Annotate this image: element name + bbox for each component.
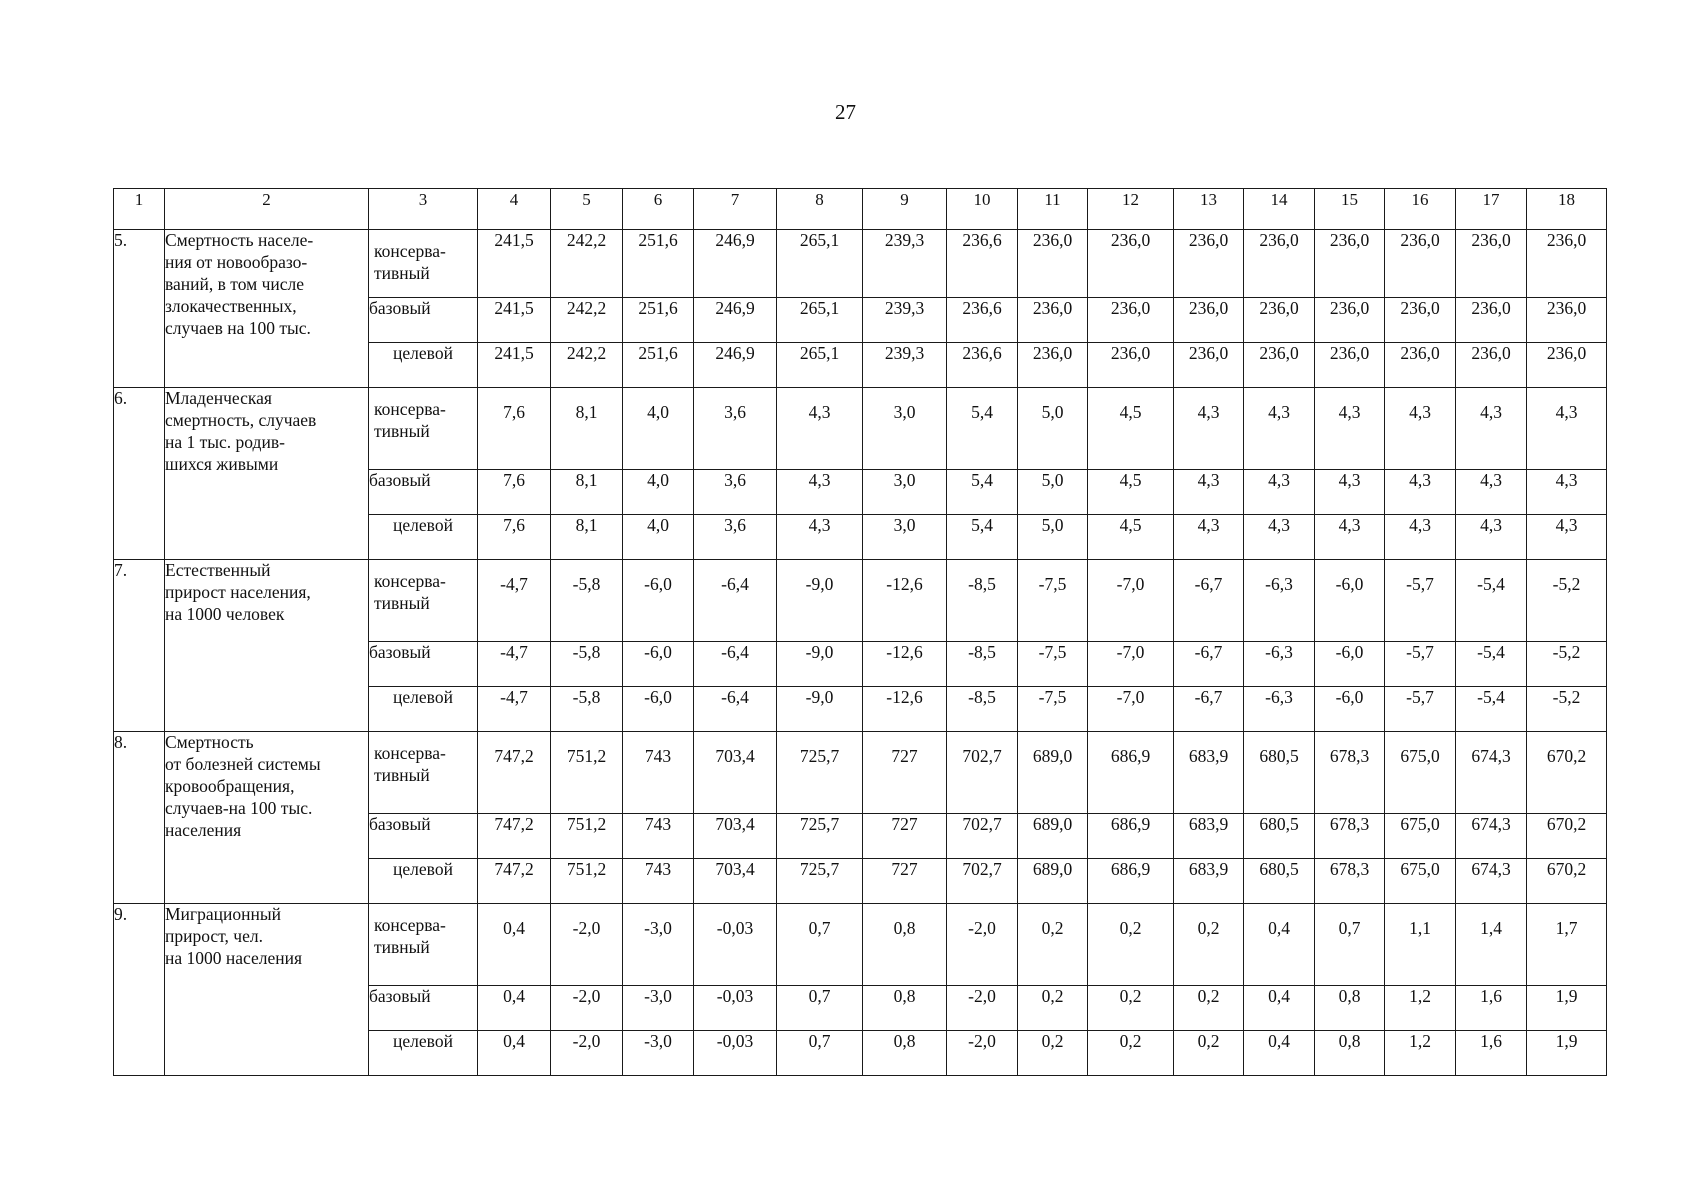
header-col-17: 17	[1456, 189, 1527, 230]
value-cell: 4,3	[1456, 388, 1527, 470]
table-row	[114, 230, 1607, 298]
value-cell: 1,7	[1527, 904, 1607, 986]
header-col-18: 18	[1527, 189, 1607, 230]
row-number: 9.	[114, 904, 165, 1076]
indicator-name: Младенческая смертность, случаев на 1 тыс. родив- шихся живыми	[165, 388, 369, 560]
value-cell: 1,9	[1527, 986, 1607, 1031]
value-cell: 236,0	[1456, 230, 1527, 298]
value-cell: 242,2	[551, 230, 623, 298]
value-cell: 0,4	[478, 1031, 551, 1076]
value-cell: 0,8	[1315, 986, 1385, 1031]
value-cell: 241,5	[478, 230, 551, 298]
value-cell: 0,4	[478, 986, 551, 1031]
scenario-label: консерва- тивный	[369, 388, 478, 470]
value-cell: 683,9	[1174, 859, 1244, 904]
value-cell: -9,0	[777, 687, 863, 732]
value-cell: 251,6	[623, 298, 694, 343]
table-row	[114, 904, 1607, 986]
header-col-4: 4	[478, 189, 551, 230]
value-cell: 242,2	[551, 298, 623, 343]
value-cell: 4,3	[1527, 515, 1607, 560]
value-cell: 236,0	[1174, 343, 1244, 388]
value-cell: 236,0	[1456, 298, 1527, 343]
scenario-label: базовый	[369, 814, 478, 859]
indicator-name: Миграционный прирост, чел. на 1000 населения	[165, 904, 369, 1076]
scenario-label: консерва- тивный	[369, 230, 478, 298]
value-cell: -0,03	[694, 904, 777, 986]
scenario-label: консерва- тивный	[369, 732, 478, 814]
value-cell: -5,4	[1456, 560, 1527, 642]
value-cell: 703,4	[694, 732, 777, 814]
value-cell: 1,6	[1456, 986, 1527, 1031]
indicator-name: Естественный прирост населения, на 1000 человек	[165, 560, 369, 732]
value-cell: 7,6	[478, 470, 551, 515]
value-cell: 747,2	[478, 859, 551, 904]
value-cell: 727	[863, 859, 947, 904]
scenario-label: базовый	[369, 470, 478, 515]
header-col-2: 2	[165, 189, 369, 230]
value-cell: 689,0	[1018, 859, 1088, 904]
value-cell: 4,3	[1315, 515, 1385, 560]
value-cell: -2,0	[551, 904, 623, 986]
value-cell: 241,5	[478, 298, 551, 343]
header-col-10: 10	[947, 189, 1018, 230]
value-cell: 4,0	[623, 470, 694, 515]
value-cell: 236,0	[1244, 343, 1315, 388]
value-cell: -3,0	[623, 1031, 694, 1076]
value-cell: 0,2	[1088, 904, 1174, 986]
value-cell: 242,2	[551, 343, 623, 388]
value-cell: 0,8	[863, 986, 947, 1031]
value-cell: -6,7	[1174, 642, 1244, 687]
value-cell: 236,0	[1385, 343, 1456, 388]
value-cell: -5,7	[1385, 687, 1456, 732]
value-cell: -7,0	[1088, 560, 1174, 642]
value-cell: -6,0	[623, 642, 694, 687]
value-cell: 4,3	[1527, 470, 1607, 515]
indicator-name: Смертность населе- ния от новообразо- ваний, в том числе злокачественных, случаев на 100 тыс.	[165, 230, 369, 388]
value-cell: 236,6	[947, 230, 1018, 298]
value-cell: 4,0	[623, 388, 694, 470]
value-cell: 0,8	[863, 904, 947, 986]
value-cell: 678,3	[1315, 814, 1385, 859]
value-cell: 236,0	[1018, 298, 1088, 343]
header-col-13: 13	[1174, 189, 1244, 230]
table-row	[114, 732, 1607, 814]
value-cell: -6,0	[1315, 687, 1385, 732]
scenario-label: базовый	[369, 642, 478, 687]
header-col-3: 3	[369, 189, 478, 230]
value-cell: -5,2	[1527, 560, 1607, 642]
value-cell: 5,4	[947, 515, 1018, 560]
value-cell: 236,0	[1315, 230, 1385, 298]
value-cell: 4,3	[777, 470, 863, 515]
value-cell: 3,0	[863, 388, 947, 470]
value-cell: 236,0	[1315, 343, 1385, 388]
value-cell: -5,4	[1456, 687, 1527, 732]
header-col-1: 1	[114, 189, 165, 230]
value-cell: 4,3	[1174, 515, 1244, 560]
value-cell: 5,4	[947, 470, 1018, 515]
value-cell: -12,6	[863, 642, 947, 687]
value-cell: 4,3	[1174, 388, 1244, 470]
value-cell: -5,4	[1456, 642, 1527, 687]
value-cell: 747,2	[478, 732, 551, 814]
value-cell: 683,9	[1174, 732, 1244, 814]
value-cell: -4,7	[478, 560, 551, 642]
value-cell: 236,6	[947, 298, 1018, 343]
value-cell: 743	[623, 814, 694, 859]
value-cell: 674,3	[1456, 859, 1527, 904]
value-cell: 0,7	[1315, 904, 1385, 986]
value-cell: 3,0	[863, 470, 947, 515]
header-col-15: 15	[1315, 189, 1385, 230]
value-cell: 678,3	[1315, 732, 1385, 814]
value-cell: 4,5	[1088, 470, 1174, 515]
value-cell: 0,4	[478, 904, 551, 986]
value-cell: 674,3	[1456, 732, 1527, 814]
value-cell: 265,1	[777, 298, 863, 343]
indicator-name: Смертность от болезней системы кровообращения, случаев-на 100 тыс. населения	[165, 732, 369, 904]
value-cell: 1,1	[1385, 904, 1456, 986]
value-cell: -9,0	[777, 560, 863, 642]
value-cell: 0,2	[1174, 1031, 1244, 1076]
value-cell: 0,2	[1174, 986, 1244, 1031]
value-cell: 5,4	[947, 388, 1018, 470]
value-cell: -3,0	[623, 904, 694, 986]
value-cell: 236,0	[1018, 343, 1088, 388]
value-cell: 689,0	[1018, 732, 1088, 814]
header-row	[114, 189, 1607, 230]
value-cell: -8,5	[947, 560, 1018, 642]
value-cell: -5,8	[551, 642, 623, 687]
scenario-label: базовый	[369, 298, 478, 343]
value-cell: -0,03	[694, 1031, 777, 1076]
value-cell: 675,0	[1385, 859, 1456, 904]
value-cell: 4,3	[1527, 388, 1607, 470]
value-cell: 703,4	[694, 814, 777, 859]
value-cell: -12,6	[863, 560, 947, 642]
value-cell: 683,9	[1174, 814, 1244, 859]
value-cell: 675,0	[1385, 814, 1456, 859]
value-cell: 4,3	[1315, 388, 1385, 470]
value-cell: 4,5	[1088, 388, 1174, 470]
value-cell: -7,0	[1088, 687, 1174, 732]
value-cell: 4,3	[1456, 470, 1527, 515]
value-cell: -5,8	[551, 687, 623, 732]
value-cell: 5,0	[1018, 388, 1088, 470]
value-cell: 0,7	[777, 986, 863, 1031]
value-cell: 727	[863, 814, 947, 859]
value-cell: 0,2	[1018, 986, 1088, 1031]
value-cell: 743	[623, 732, 694, 814]
value-cell: 4,3	[777, 388, 863, 470]
value-cell: 678,3	[1315, 859, 1385, 904]
value-cell: 236,0	[1088, 343, 1174, 388]
value-cell: -5,7	[1385, 642, 1456, 687]
value-cell: 236,0	[1385, 230, 1456, 298]
value-cell: -6,0	[623, 687, 694, 732]
header-col-6: 6	[623, 189, 694, 230]
value-cell: 3,6	[694, 388, 777, 470]
value-cell: 4,3	[1244, 515, 1315, 560]
header-col-14: 14	[1244, 189, 1315, 230]
table-row	[114, 560, 1607, 642]
value-cell: 4,3	[1244, 388, 1315, 470]
scenario-label: консерва- тивный	[369, 904, 478, 986]
row-number: 6.	[114, 388, 165, 560]
value-cell: -6,3	[1244, 687, 1315, 732]
value-cell: 246,9	[694, 298, 777, 343]
value-cell: 239,3	[863, 230, 947, 298]
value-cell: -6,4	[694, 687, 777, 732]
value-cell: -7,0	[1088, 642, 1174, 687]
header-col-9: 9	[863, 189, 947, 230]
value-cell: 239,3	[863, 298, 947, 343]
value-cell: 702,7	[947, 814, 1018, 859]
value-cell: 4,0	[623, 515, 694, 560]
value-cell: 236,0	[1018, 230, 1088, 298]
value-cell: 246,9	[694, 230, 777, 298]
value-cell: 3,6	[694, 470, 777, 515]
value-cell: 8,1	[551, 470, 623, 515]
value-cell: 743	[623, 859, 694, 904]
value-cell: 4,3	[1315, 470, 1385, 515]
value-cell: 4,5	[1088, 515, 1174, 560]
value-cell: -7,5	[1018, 642, 1088, 687]
value-cell: 751,2	[551, 732, 623, 814]
value-cell: -6,3	[1244, 642, 1315, 687]
header-col-8: 8	[777, 189, 863, 230]
value-cell: 236,0	[1527, 343, 1607, 388]
value-cell: 1,6	[1456, 1031, 1527, 1076]
value-cell: 241,5	[478, 343, 551, 388]
value-cell: -6,4	[694, 642, 777, 687]
value-cell: 236,6	[947, 343, 1018, 388]
value-cell: -6,0	[623, 560, 694, 642]
value-cell: 3,0	[863, 515, 947, 560]
value-cell: 670,2	[1527, 859, 1607, 904]
row-number: 5.	[114, 230, 165, 388]
value-cell: -6,3	[1244, 560, 1315, 642]
value-cell: 0,2	[1018, 904, 1088, 986]
value-cell: -2,0	[947, 904, 1018, 986]
value-cell: 751,2	[551, 814, 623, 859]
value-cell: -8,5	[947, 687, 1018, 732]
value-cell: 702,7	[947, 859, 1018, 904]
indicators-table	[113, 188, 1607, 1076]
scenario-label: целевой	[369, 687, 478, 732]
scenario-label: целевой	[369, 343, 478, 388]
value-cell: 236,0	[1174, 298, 1244, 343]
value-cell: 4,3	[1244, 470, 1315, 515]
value-cell: 686,9	[1088, 732, 1174, 814]
value-cell: 7,6	[478, 388, 551, 470]
header-col-11: 11	[1018, 189, 1088, 230]
value-cell: 265,1	[777, 230, 863, 298]
value-cell: 4,3	[1385, 515, 1456, 560]
value-cell: 1,9	[1527, 1031, 1607, 1076]
value-cell: -6,0	[1315, 642, 1385, 687]
value-cell: 236,0	[1527, 298, 1607, 343]
value-cell: 236,0	[1527, 230, 1607, 298]
scenario-label: целевой	[369, 859, 478, 904]
value-cell: 670,2	[1527, 814, 1607, 859]
header-col-5: 5	[551, 189, 623, 230]
value-cell: 5,0	[1018, 515, 1088, 560]
row-number: 8.	[114, 732, 165, 904]
page-number: 27	[835, 100, 856, 124]
value-cell: -4,7	[478, 642, 551, 687]
value-cell: 0,7	[777, 1031, 863, 1076]
value-cell: 236,0	[1088, 230, 1174, 298]
value-cell: 0,2	[1018, 1031, 1088, 1076]
value-cell: -2,0	[551, 1031, 623, 1076]
value-cell: -7,5	[1018, 687, 1088, 732]
value-cell: -2,0	[947, 986, 1018, 1031]
value-cell: 702,7	[947, 732, 1018, 814]
value-cell: 239,3	[863, 343, 947, 388]
header-col-12: 12	[1088, 189, 1174, 230]
value-cell: 236,0	[1244, 298, 1315, 343]
row-number: 7.	[114, 560, 165, 732]
value-cell: 689,0	[1018, 814, 1088, 859]
value-cell: -0,03	[694, 986, 777, 1031]
value-cell: 725,7	[777, 732, 863, 814]
value-cell: 8,1	[551, 388, 623, 470]
value-cell: -6,7	[1174, 687, 1244, 732]
value-cell: 0,7	[777, 904, 863, 986]
scenario-label: консерва- тивный	[369, 560, 478, 642]
value-cell: 251,6	[623, 343, 694, 388]
value-cell: 4,3	[1385, 470, 1456, 515]
value-cell: 265,1	[777, 343, 863, 388]
value-cell: 725,7	[777, 814, 863, 859]
value-cell: 0,2	[1174, 904, 1244, 986]
scenario-label: целевой	[369, 515, 478, 560]
value-cell: -8,5	[947, 642, 1018, 687]
value-cell: 3,6	[694, 515, 777, 560]
value-cell: -5,2	[1527, 687, 1607, 732]
value-cell: 236,0	[1174, 230, 1244, 298]
value-cell: 0,2	[1088, 986, 1174, 1031]
value-cell: 236,0	[1244, 230, 1315, 298]
value-cell: 670,2	[1527, 732, 1607, 814]
value-cell: 251,6	[623, 230, 694, 298]
value-cell: 7,6	[478, 515, 551, 560]
value-cell: 236,0	[1315, 298, 1385, 343]
value-cell: 725,7	[777, 859, 863, 904]
table-row	[114, 388, 1607, 470]
value-cell: 0,8	[1315, 1031, 1385, 1076]
value-cell: 727	[863, 732, 947, 814]
header-col-16: 16	[1385, 189, 1456, 230]
value-cell: 8,1	[551, 515, 623, 560]
value-cell: -5,8	[551, 560, 623, 642]
value-cell: -5,2	[1527, 642, 1607, 687]
value-cell: -3,0	[623, 986, 694, 1031]
value-cell: 246,9	[694, 343, 777, 388]
value-cell: 1,2	[1385, 986, 1456, 1031]
value-cell: -9,0	[777, 642, 863, 687]
value-cell: -7,5	[1018, 560, 1088, 642]
value-cell: -6,7	[1174, 560, 1244, 642]
value-cell: 686,9	[1088, 859, 1174, 904]
value-cell: -4,7	[478, 687, 551, 732]
value-cell: 703,4	[694, 859, 777, 904]
value-cell: 0,8	[863, 1031, 947, 1076]
value-cell: 674,3	[1456, 814, 1527, 859]
value-cell: 236,0	[1088, 298, 1174, 343]
table-body	[114, 189, 1607, 1076]
value-cell: 747,2	[478, 814, 551, 859]
header-col-7: 7	[694, 189, 777, 230]
value-cell: -6,4	[694, 560, 777, 642]
value-cell: 4,3	[777, 515, 863, 560]
value-cell: 4,3	[1456, 515, 1527, 560]
value-cell: -12,6	[863, 687, 947, 732]
value-cell: 5,0	[1018, 470, 1088, 515]
value-cell: 0,2	[1088, 1031, 1174, 1076]
scenario-label: целевой	[369, 1031, 478, 1076]
value-cell: 0,4	[1244, 986, 1315, 1031]
value-cell: 680,5	[1244, 814, 1315, 859]
scenario-label: базовый	[369, 986, 478, 1031]
value-cell: 675,0	[1385, 732, 1456, 814]
value-cell: -5,7	[1385, 560, 1456, 642]
value-cell: 236,0	[1385, 298, 1456, 343]
value-cell: 751,2	[551, 859, 623, 904]
value-cell: 0,4	[1244, 1031, 1315, 1076]
value-cell: -2,0	[947, 1031, 1018, 1076]
value-cell: 236,0	[1456, 343, 1527, 388]
value-cell: 686,9	[1088, 814, 1174, 859]
value-cell: 4,3	[1385, 388, 1456, 470]
value-cell: 1,4	[1456, 904, 1527, 986]
value-cell: 4,3	[1174, 470, 1244, 515]
value-cell: 680,5	[1244, 859, 1315, 904]
value-cell: 680,5	[1244, 732, 1315, 814]
value-cell: 1,2	[1385, 1031, 1456, 1076]
value-cell: 0,4	[1244, 904, 1315, 986]
value-cell: -6,0	[1315, 560, 1385, 642]
value-cell: -2,0	[551, 986, 623, 1031]
